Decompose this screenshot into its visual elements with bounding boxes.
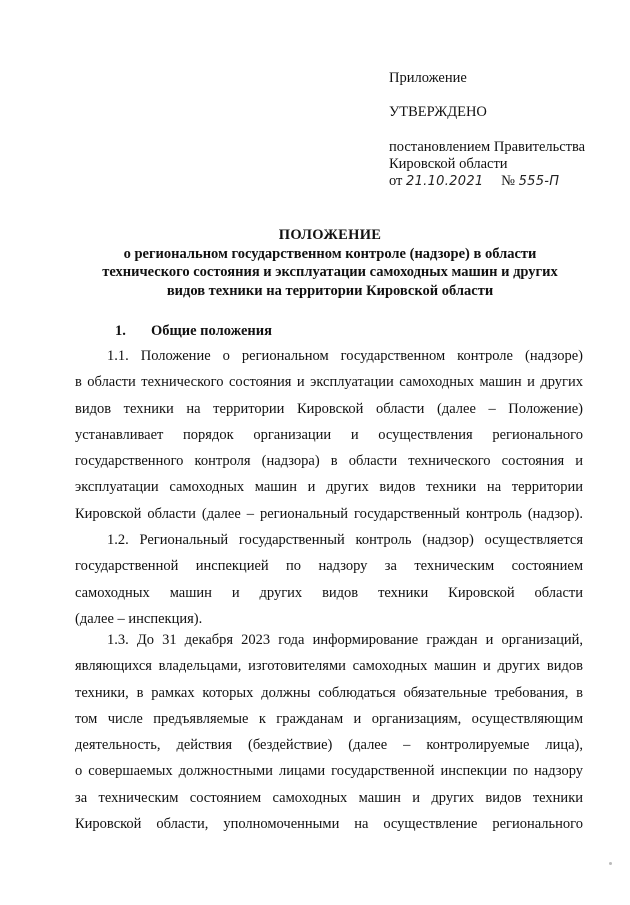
text-line: (далее – инспекция). xyxy=(75,610,203,627)
section-title: Общие положения xyxy=(151,323,272,339)
date-prefix: от xyxy=(389,173,403,189)
title-heading: ПОЛОЖЕНИЕ xyxy=(278,227,382,243)
text-line: деятельность, действия (бездействие) (далее – контролируемые лица), xyxy=(75,737,583,754)
resolution-line-2: Кировской области xyxy=(389,156,508,172)
number-label: № xyxy=(501,173,515,189)
text-line: самоходных машин и других видов техники Кировской области xyxy=(75,584,583,601)
text-line: 1.1. Положение о региональном государственном контроле (надзоре) xyxy=(107,348,583,364)
text-line: Кировской области, уполномоченными на осуществление регионального xyxy=(75,816,583,833)
text-line: за техническим состоянием самоходных машин и других видов техники xyxy=(75,789,583,806)
paragraph-1-1 xyxy=(75,343,583,527)
text-line: государственной инспекцией по надзору за техническим состоянием xyxy=(75,558,583,575)
text-line: том числе предъявляемые к гражданам и организациям, осуществляющим xyxy=(75,710,583,727)
text-line: государственного контроля (надзора) в области технического состояния и xyxy=(75,453,583,470)
document-title xyxy=(60,226,600,300)
title-line-1: о региональном государственном контроле (надзоре) в области xyxy=(123,245,537,262)
date-number-line xyxy=(389,173,585,190)
paragraph-1-2 xyxy=(75,527,583,632)
section-heading xyxy=(115,322,272,340)
text-line: видов техники на территории Кировской области (далее – Положение) xyxy=(75,400,583,417)
scan-speck xyxy=(609,862,612,865)
text-line: техники, в рамках которых должны соблюдаться обязательные требования, в xyxy=(75,684,583,701)
handwritten-number: 555-П xyxy=(518,174,560,189)
text-line: 1.2. Региональный государственный контроль (надзор) осуществляется xyxy=(107,532,583,548)
text-line: эксплуатации самоходных машин и других видов техники на территории xyxy=(75,479,583,496)
paragraph-1-3 xyxy=(75,627,583,837)
approved-label: УТВЕРЖДЕНО xyxy=(389,104,487,120)
handwritten-date: 21.10.2021 xyxy=(406,174,484,189)
appendix-label: Приложение xyxy=(389,70,467,86)
title-line-2: технического состояния и эксплуатации самоходных машин и других xyxy=(102,264,558,280)
text-line: являющихся владельцами, изготовителями самоходных машин и других видов xyxy=(75,658,583,675)
title-line-3: видов техники на территории Кировской области xyxy=(166,282,494,299)
text-line: Кировской области (далее – региональный государственный контроль (надзор). xyxy=(75,505,583,522)
section-number: 1. xyxy=(115,323,126,339)
text-line: в области технического состояния и эксплуатации самоходных машин и других xyxy=(75,374,583,391)
text-line: о совершаемых должностными лицами государственной инспекции по надзору xyxy=(75,763,583,780)
text-line: устанавливает порядок организации и осуществления регионального xyxy=(75,426,583,443)
approval-block xyxy=(389,70,585,190)
text-line: 1.3. До 31 декабря 2023 года информирование граждан и организаций, xyxy=(107,632,583,648)
resolution-line-1: постановлением Правительства xyxy=(389,139,586,155)
